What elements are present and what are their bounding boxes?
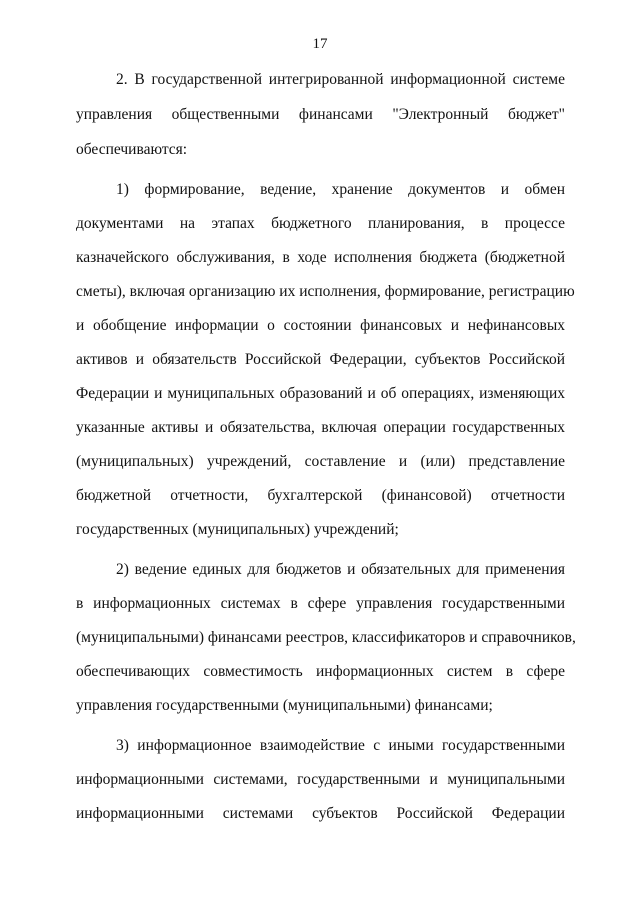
page-number: 17 — [312, 36, 328, 52]
item-1-line-11: государственных (муниципальных) учреждений; — [76, 521, 399, 538]
item-1-line-3: казначейского обслуживания, в ходе исполнения бюджета (бюджетной — [76, 249, 565, 266]
item-2-line-1: 2) ведение единых для бюджетов и обязательных для применения — [116, 561, 565, 578]
item-1-line-6: активов и обязательств Российской Федерации, субъектов Российской — [76, 351, 565, 368]
item-1-line-5: и обобщение информации о состоянии финансовых и нефинансовых — [76, 317, 565, 334]
paragraph-2-line-2: управления общественными финансами "Электронный бюджет" — [76, 106, 565, 123]
item-1-line-7: Федерации и муниципальных образований и об операциях, изменяющих — [76, 385, 565, 402]
item-1-line-8: указанные активы и обязательства, включая операции государственных — [76, 419, 565, 436]
item-1-line-1: 1) формирование, ведение, хранение документов и обмен — [116, 181, 565, 198]
item-2-line-4: обеспечивающих совместимость информационных систем в сфере — [76, 663, 565, 680]
item-3-line-2: информационными системами, государственными и муниципальными — [76, 771, 565, 788]
item-1-line-9: (муниципальных) учреждений, составление и (или) представление — [76, 453, 565, 470]
item-3-line-1: 3) информационное взаимодействие с иными государственными — [116, 737, 565, 754]
item-2-line-2: в информационных системах в сфере управления государственными — [76, 595, 565, 612]
paragraph-2-line-3: обеспечиваются: — [76, 141, 188, 158]
item-1-line-4: сметы), включая организацию их исполнения, формирование, регистрацию — [76, 283, 575, 300]
item-1-line-2: документами на этапах бюджетного планирования, в процессе — [76, 215, 565, 232]
item-2-line-3: (муниципальными) финансами реестров, классификаторов и справочников, — [76, 629, 576, 646]
item-1-line-10: бюджетной отчетности, бухгалтерской (финансовой) отчетности — [76, 487, 565, 504]
item-3-line-3: информационными системами субъектов Российской Федерации — [76, 805, 565, 822]
paragraph-2-line-1: 2. В государственной интегрированной информационной системе — [116, 71, 565, 88]
item-2-line-5: управления государственными (муниципальными) финансами; — [76, 697, 493, 714]
